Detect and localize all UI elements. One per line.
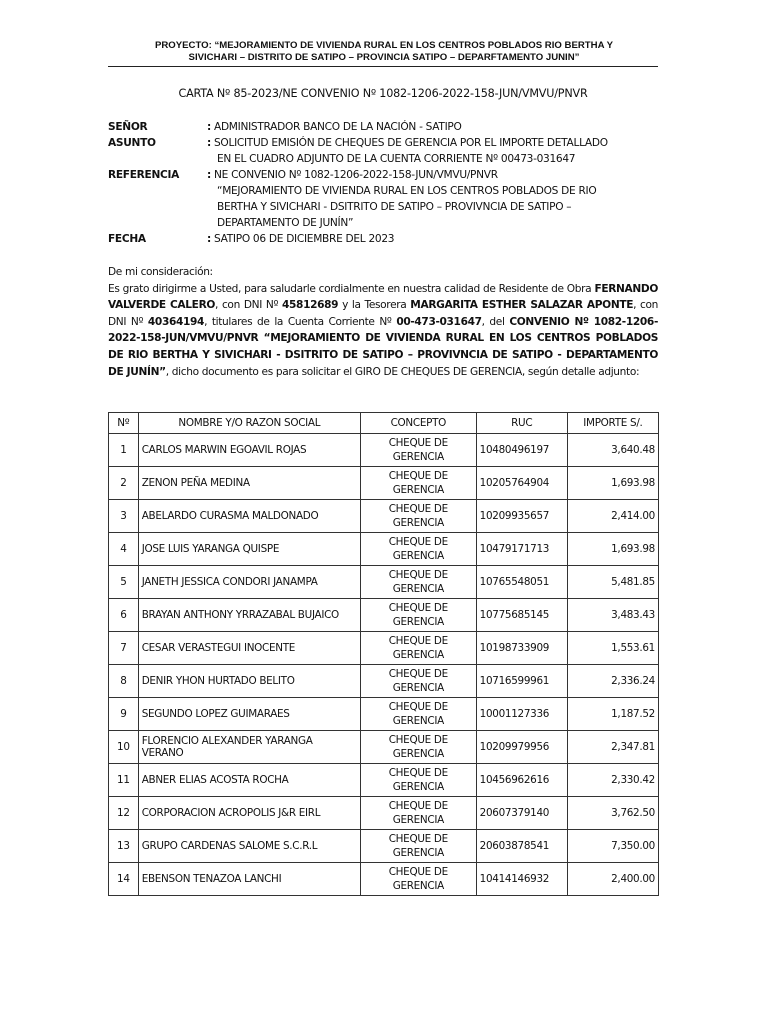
row-amount: 1,553.61 [567, 632, 658, 665]
letter-title: CARTA Nº 85-2023/NE CONVENIO Nº 1082-1206-2022-158-JUN/VMVU/PNVR [178, 87, 588, 100]
row-amount: 5,481.85 [567, 566, 658, 599]
row-name: ZENON PEÑA MEDINA [138, 467, 360, 500]
row-concept: CHEQUE DE GERENCIA [360, 566, 476, 599]
table-row [109, 533, 659, 566]
row-number: 13 [109, 830, 139, 863]
meta-fecha [108, 231, 668, 247]
project-header [110, 40, 658, 64]
row-ruc: 10414146932 [476, 863, 567, 896]
header-amount: IMPORTE S/. [567, 413, 658, 434]
meta-asunto [108, 135, 668, 167]
row-ruc: 20607379140 [476, 797, 567, 830]
row-concept: CHEQUE DE GERENCIA [360, 665, 476, 698]
row-ruc: 20603878541 [476, 830, 567, 863]
meta-key: FECHA [108, 233, 146, 245]
row-concept: CHEQUE DE GERENCIA [360, 533, 476, 566]
row-amount: 2,347.81 [567, 731, 658, 764]
body-paragraph [108, 281, 658, 381]
row-name: ABNER ELIAS ACOSTA ROCHA [138, 764, 360, 797]
table-body [109, 434, 659, 896]
row-ruc: 10765548051 [476, 566, 567, 599]
row-number: 14 [109, 863, 139, 896]
meta-line: BERTHA Y SIVICHARI - DSITRITO DE SATIPO – PROVIVNCIA DE SATIPO – [217, 201, 572, 213]
body-text: , con DNI Nº [215, 299, 282, 312]
row-amount: 1,693.98 [567, 467, 658, 500]
row-name: CORPORACION ACROPOLIS J&R EIRL [138, 797, 360, 830]
meta-colon: : [207, 233, 211, 245]
table-row [109, 830, 659, 863]
row-amount: 1,187.52 [567, 698, 658, 731]
table-row [109, 467, 659, 500]
greeting: De mi consideración: [108, 266, 213, 278]
row-name: JOSE LUIS YARANGA QUISPE [138, 533, 360, 566]
table-row [109, 665, 659, 698]
header-divider [108, 66, 658, 67]
row-name: CARLOS MARWIN EGOAVIL ROJAS [138, 434, 360, 467]
row-concept: CHEQUE DE GERENCIA [360, 764, 476, 797]
table-row [109, 863, 659, 896]
meta-line: DEPARTAMENTO DE JUNÍN” [217, 217, 354, 229]
body-text: Es grato dirigirme a Usted, para saludarle cordialmente en nuestra calidad de Residente de Obra [108, 282, 592, 295]
table-row [109, 632, 659, 665]
row-number: 7 [109, 632, 139, 665]
table-row [109, 731, 659, 764]
row-amount: 2,400.00 [567, 863, 658, 896]
row-name: CESAR VERASTEGUI INOCENTE [138, 632, 360, 665]
row-name: DENIR YHON HURTADO BELITO [138, 665, 360, 698]
row-ruc: 10480496197 [476, 434, 567, 467]
row-number: 4 [109, 533, 139, 566]
header-number: Nº [109, 413, 139, 434]
meta-line: EN EL CUADRO ADJUNTO DE LA CUENTA CORRIENTE Nº 00473-031647 [217, 153, 576, 165]
table-row [109, 599, 659, 632]
row-amount: 3,483.43 [567, 599, 658, 632]
row-number: 9 [109, 698, 139, 731]
row-name: BRAYAN ANTHONY YRRAZABAL BUJAICO [138, 599, 360, 632]
meta-colon: : [207, 137, 211, 149]
row-concept: CHEQUE DE GERENCIA [360, 731, 476, 764]
body-text: , titulares de la Cuenta Corriente Nº [204, 315, 397, 328]
row-concept: CHEQUE DE GERENCIA [360, 467, 476, 500]
meta-line: SOLICITUD EMISIÓN DE CHEQUES DE GERENCIA POR EL IMPORTE DETALLADO [214, 137, 608, 149]
row-amount: 1,693.98 [567, 533, 658, 566]
row-name: GRUPO CARDENAS SALOME S.C.R.L [138, 830, 360, 863]
row-concept: CHEQUE DE GERENCIA [360, 599, 476, 632]
project-header-line2: SIVICHARI – DISTRITO DE SATIPO – PROVINCIA SATIPO – DEPARFTAMENTO JUNIN” [188, 52, 580, 63]
payments-table [108, 412, 659, 896]
meta-colon: : [207, 169, 211, 181]
treasurer-dni: 40364194 [147, 315, 205, 328]
meta-line: NE CONVENIO Nº 1082-1206-2022-158-JUN/VMVU/PNVR [214, 169, 498, 181]
body-text: , del [481, 315, 510, 328]
row-ruc: 10209935657 [476, 500, 567, 533]
meta-referencia [108, 167, 668, 231]
table-row [109, 434, 659, 467]
row-concept: CHEQUE DE GERENCIA [360, 797, 476, 830]
body-text: , dicho documento es para solicitar el GIRO DE CHEQUES DE GERENCIA, según detalle adjunto: [165, 365, 640, 378]
resident-name: FERNANDO VALVERDE CALERO [108, 282, 658, 312]
row-number: 2 [109, 467, 139, 500]
row-ruc: 10001127336 [476, 698, 567, 731]
account-number: 00-473-031647 [396, 315, 482, 328]
meta-value [214, 119, 668, 135]
row-name: EBENSON TENAZOA LANCHI [138, 863, 360, 896]
row-concept: CHEQUE DE GERENCIA [360, 632, 476, 665]
meta-value [214, 167, 668, 231]
row-amount: 2,336.24 [567, 665, 658, 698]
row-amount: 7,350.00 [567, 830, 658, 863]
meta-value [214, 231, 668, 247]
row-name: ABELARDO CURASMA MALDONADO [138, 500, 360, 533]
table-row [109, 797, 659, 830]
row-amount: 3,762.50 [567, 797, 658, 830]
row-ruc: 10775685145 [476, 599, 567, 632]
meta-value [214, 135, 668, 167]
meta-line: SATIPO 06 DE DICIEMBRE DEL 2023 [214, 233, 395, 245]
row-ruc: 10209979956 [476, 731, 567, 764]
row-amount: 2,414.00 [567, 500, 658, 533]
row-ruc: 10479171713 [476, 533, 567, 566]
row-number: 1 [109, 434, 139, 467]
row-amount: 2,330.42 [567, 764, 658, 797]
header-ruc: RUC [476, 413, 567, 434]
row-ruc: 10716599961 [476, 665, 567, 698]
project-header-line1: PROYECTO: “MEJORAMIENTO DE VIVIENDA RURAL EN LOS CENTROS POBLADOS RIO BERTHA Y [154, 40, 614, 51]
row-concept: CHEQUE DE GERENCIA [360, 500, 476, 533]
row-name: JANETH JESSICA CONDORI JANAMPA [138, 566, 360, 599]
row-ruc: 10205764904 [476, 467, 567, 500]
meta-line: ADMINISTRADOR BANCO DE LA NACIÓN - SATIPO [214, 121, 462, 133]
row-number: 10 [109, 731, 139, 764]
row-ruc: 10198733909 [476, 632, 567, 665]
row-concept: CHEQUE DE GERENCIA [360, 863, 476, 896]
letter-body [108, 264, 658, 380]
table-row [109, 566, 659, 599]
row-ruc: 10456962616 [476, 764, 567, 797]
header-concept: CONCEPTO [360, 413, 476, 434]
letter-meta [108, 119, 668, 247]
header-name: NOMBRE Y/O RAZON SOCIAL [138, 413, 360, 434]
meta-key: REFERENCIA [108, 169, 180, 181]
row-number: 5 [109, 566, 139, 599]
resident-dni: 45812689 [282, 299, 339, 312]
row-concept: CHEQUE DE GERENCIA [360, 698, 476, 731]
table-row [109, 698, 659, 731]
row-number: 8 [109, 665, 139, 698]
body-text: y la Tesorera [338, 299, 411, 312]
meta-senor [108, 119, 668, 135]
row-amount: 3,640.48 [567, 434, 658, 467]
meta-line: “MEJORAMIENTO DE VIVIENDA RURAL EN LOS CENTROS POBLADOS DE RIO [217, 185, 597, 197]
row-concept: CHEQUE DE GERENCIA [360, 830, 476, 863]
row-number: 3 [109, 500, 139, 533]
row-number: 12 [109, 797, 139, 830]
treasurer-name: MARGARITA ESTHER SALAZAR APONTE [410, 299, 634, 312]
body-text: , con DNI Nº [108, 299, 658, 328]
row-name: FLORENCIO ALEXANDER YARANGA VERANO [138, 731, 360, 764]
table-row [109, 500, 659, 533]
row-number: 6 [109, 599, 139, 632]
meta-colon: : [207, 121, 211, 133]
row-number: 11 [109, 764, 139, 797]
table-row [109, 764, 659, 797]
row-concept: CHEQUE DE GERENCIA [360, 434, 476, 467]
meta-key: ASUNTO [108, 137, 156, 149]
table-header-row [109, 413, 659, 434]
convenio-reference: CONVENIO Nº 1082-1206-2022-158-JUN/VMVU/PNVR “MEJORAMIENTO DE VIVIENDA RURAL EN LOS CENTROS POBLADOS DE RIO BERTHA Y SIVICHARI - DSITRITO DE SATIPO – PROVIVNCIA DE SATIPO - DEPARTAMENTO DE JUNÍN” [108, 315, 658, 378]
meta-key: SEÑOR [108, 121, 148, 133]
row-name: SEGUNDO LOPEZ GUIMARAES [138, 698, 360, 731]
